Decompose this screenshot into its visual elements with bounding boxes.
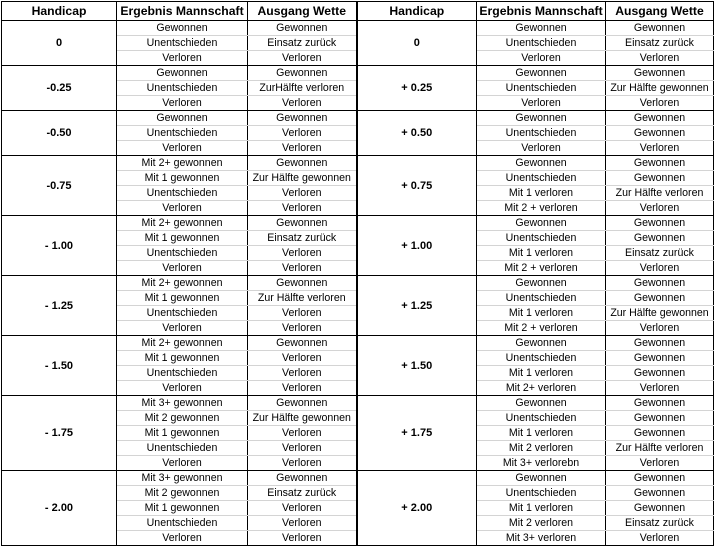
handicap-left: - 1.25 [2, 276, 117, 336]
bet-outcome-left: Verloren [248, 381, 357, 396]
team-result-left: Verloren [117, 456, 248, 471]
bet-outcome-right: Verloren [606, 381, 714, 396]
team-result-left: Unentschieden [117, 246, 248, 261]
bet-outcome-right: Gewonnen [606, 351, 714, 366]
bet-outcome-right: Gewonnen [606, 231, 714, 246]
bet-outcome-right: Gewonnen [606, 336, 714, 351]
team-result-left: Mit 1 gewonnen [117, 426, 248, 441]
bet-outcome-right: Verloren [606, 321, 714, 336]
bet-outcome-right: Gewonnen [606, 21, 714, 36]
team-result-left: Unentschieden [117, 186, 248, 201]
handicap-left: -0.75 [2, 156, 117, 216]
bet-outcome-right: Verloren [606, 201, 714, 216]
bet-outcome-left: Gewonnen [248, 216, 357, 231]
bet-outcome-left: Verloren [248, 126, 357, 141]
table-body [2, 21, 714, 546]
team-result-right: Mit 3+ verloren [477, 531, 606, 546]
header-ergebnis-left: Ergebnis Mannschaft [117, 2, 248, 21]
team-result-left: Unentschieden [117, 306, 248, 321]
bet-outcome-left: Verloren [248, 501, 357, 516]
bet-outcome-right: Gewonnen [606, 426, 714, 441]
bet-outcome-right: Verloren [606, 531, 714, 546]
team-result-right: Mit 3+ verlorebn [477, 456, 606, 471]
team-result-left: Verloren [117, 531, 248, 546]
handicap-right: + 1.25 [357, 276, 477, 336]
team-result-right: Mit 1 verloren [477, 366, 606, 381]
handicap-table [1, 1, 714, 546]
team-result-left: Mit 1 gewonnen [117, 501, 248, 516]
team-result-left: Verloren [117, 261, 248, 276]
bet-outcome-left: Verloren [248, 261, 357, 276]
team-result-left: Verloren [117, 321, 248, 336]
handicap-right: 0 [357, 21, 477, 66]
team-result-right: Mit 2+ verloren [477, 381, 606, 396]
team-result-left: Mit 1 gewonnen [117, 351, 248, 366]
bet-outcome-left: Verloren [248, 201, 357, 216]
handicap-left: - 1.00 [2, 216, 117, 276]
team-result-right: Mit 1 verloren [477, 501, 606, 516]
team-result-right: Mit 2 verloren [477, 516, 606, 531]
table-row [2, 156, 714, 171]
table-row [2, 276, 714, 291]
team-result-left: Unentschieden [117, 126, 248, 141]
bet-outcome-right: Gewonnen [606, 501, 714, 516]
team-result-right: Mit 2 verloren [477, 441, 606, 456]
bet-outcome-right: Verloren [606, 456, 714, 471]
handicap-left: -0.50 [2, 111, 117, 156]
bet-outcome-right: Einsatz zurück [606, 36, 714, 51]
team-result-left: Unentschieden [117, 366, 248, 381]
bet-outcome-left: Gewonnen [248, 396, 357, 411]
team-result-right: Gewonnen [477, 396, 606, 411]
header-handicap-right: Handicap [357, 2, 477, 21]
team-result-left: Verloren [117, 381, 248, 396]
bet-outcome-right: Einsatz zurück [606, 516, 714, 531]
table-row [2, 216, 714, 231]
bet-outcome-right: Gewonnen [606, 156, 714, 171]
handicap-left: - 2.00 [2, 471, 117, 546]
team-result-left: Unentschieden [117, 441, 248, 456]
bet-outcome-left: Verloren [248, 141, 357, 156]
team-result-right: Unentschieden [477, 231, 606, 246]
team-result-left: Gewonnen [117, 21, 248, 36]
header-ausgang-left: Ausgang Wette [248, 2, 357, 21]
table-row [2, 21, 714, 36]
team-result-right: Mit 2 + verloren [477, 321, 606, 336]
handicap-left: - 1.75 [2, 396, 117, 471]
bet-outcome-left: Einsatz zurück [248, 36, 357, 51]
bet-outcome-left: Gewonnen [248, 336, 357, 351]
bet-outcome-right: Verloren [606, 96, 714, 111]
team-result-left: Gewonnen [117, 66, 248, 81]
team-result-right: Unentschieden [477, 351, 606, 366]
team-result-right: Gewonnen [477, 471, 606, 486]
bet-outcome-left: Verloren [248, 531, 357, 546]
team-result-right: Mit 1 verloren [477, 426, 606, 441]
bet-outcome-right: Gewonnen [606, 486, 714, 501]
team-result-right: Gewonnen [477, 156, 606, 171]
bet-outcome-right: Gewonnen [606, 216, 714, 231]
team-result-left: Unentschieden [117, 516, 248, 531]
bet-outcome-right: Zur Hälfte gewonnen [606, 306, 714, 321]
team-result-right: Mit 1 verloren [477, 186, 606, 201]
bet-outcome-right: Verloren [606, 51, 714, 66]
bet-outcome-left: Verloren [248, 366, 357, 381]
handicap-right: + 0.25 [357, 66, 477, 111]
team-result-right: Gewonnen [477, 276, 606, 291]
bet-outcome-left: Gewonnen [248, 471, 357, 486]
bet-outcome-right: Verloren [606, 261, 714, 276]
team-result-left: Mit 2+ gewonnen [117, 336, 248, 351]
team-result-right: Gewonnen [477, 111, 606, 126]
team-result-right: Unentschieden [477, 126, 606, 141]
bet-outcome-right: Gewonnen [606, 126, 714, 141]
bet-outcome-left: Zur Hälfte gewonnen [248, 411, 357, 426]
bet-outcome-left: Verloren [248, 441, 357, 456]
bet-outcome-left: Gewonnen [248, 66, 357, 81]
team-result-right: Unentschieden [477, 81, 606, 96]
bet-outcome-left: Verloren [248, 456, 357, 471]
bet-outcome-right: Gewonnen [606, 276, 714, 291]
team-result-right: Unentschieden [477, 171, 606, 186]
bet-outcome-left: Einsatz zurück [248, 231, 357, 246]
bet-outcome-right: Gewonnen [606, 291, 714, 306]
table-row [2, 471, 714, 486]
team-result-left: Mit 2+ gewonnen [117, 216, 248, 231]
bet-outcome-right: Einsatz zurück [606, 246, 714, 261]
team-result-right: Unentschieden [477, 411, 606, 426]
bet-outcome-right: Zur Hälfte verloren [606, 441, 714, 456]
handicap-right: + 1.00 [357, 216, 477, 276]
table-row [2, 111, 714, 126]
team-result-left: Mit 1 gewonnen [117, 231, 248, 246]
bet-outcome-right: Gewonnen [606, 471, 714, 486]
table-row [2, 336, 714, 351]
team-result-left: Gewonnen [117, 111, 248, 126]
header-ergebnis-right: Ergebnis Mannschaft [477, 2, 606, 21]
bet-outcome-left: Verloren [248, 321, 357, 336]
team-result-left: Verloren [117, 96, 248, 111]
team-result-right: Mit 1 verloren [477, 306, 606, 321]
team-result-right: Gewonnen [477, 21, 606, 36]
bet-outcome-left: Verloren [248, 246, 357, 261]
team-result-left: Verloren [117, 51, 248, 66]
handicap-right: + 0.50 [357, 111, 477, 156]
bet-outcome-left: Verloren [248, 426, 357, 441]
team-result-right: Verloren [477, 96, 606, 111]
bet-outcome-right: Gewonnen [606, 366, 714, 381]
team-result-right: Gewonnen [477, 336, 606, 351]
team-result-left: Unentschieden [117, 81, 248, 96]
handicap-right: + 2.00 [357, 471, 477, 546]
table-row [2, 66, 714, 81]
bet-outcome-left: Verloren [248, 186, 357, 201]
team-result-left: Mit 2 gewonnen [117, 486, 248, 501]
team-result-left: Mit 3+ gewonnen [117, 471, 248, 486]
team-result-left: Verloren [117, 141, 248, 156]
team-result-left: Verloren [117, 201, 248, 216]
bet-outcome-left: Verloren [248, 51, 357, 66]
header-ausgang-right: Ausgang Wette [606, 2, 714, 21]
team-result-right: Unentschieden [477, 291, 606, 306]
team-result-right: Verloren [477, 51, 606, 66]
table-row [2, 396, 714, 411]
handicap-left: -0.25 [2, 66, 117, 111]
team-result-right: Unentschieden [477, 36, 606, 51]
handicap-right: + 0.75 [357, 156, 477, 216]
bet-outcome-left: ZurHälfte verloren [248, 81, 357, 96]
handicap-right: + 1.50 [357, 336, 477, 396]
team-result-right: Mit 2 + verloren [477, 201, 606, 216]
bet-outcome-left: Zur Hälfte gewonnen [248, 171, 357, 186]
header-handicap-left: Handicap [2, 2, 117, 21]
bet-outcome-right: Zur Hälfte gewonnen [606, 81, 714, 96]
bet-outcome-right: Gewonnen [606, 396, 714, 411]
team-result-left: Unentschieden [117, 36, 248, 51]
bet-outcome-right: Verloren [606, 141, 714, 156]
team-result-left: Mit 1 gewonnen [117, 171, 248, 186]
bet-outcome-left: Gewonnen [248, 156, 357, 171]
bet-outcome-left: Gewonnen [248, 276, 357, 291]
bet-outcome-left: Gewonnen [248, 111, 357, 126]
bet-outcome-left: Einsatz zurück [248, 486, 357, 501]
team-result-left: Mit 3+ gewonnen [117, 396, 248, 411]
team-result-right: Mit 2 + verloren [477, 261, 606, 276]
bet-outcome-left: Zur Hälfte verloren [248, 291, 357, 306]
team-result-right: Gewonnen [477, 216, 606, 231]
header-row [2, 2, 714, 21]
team-result-left: Mit 2+ gewonnen [117, 276, 248, 291]
bet-outcome-right: Gewonnen [606, 171, 714, 186]
handicap-right: + 1.75 [357, 396, 477, 471]
bet-outcome-right: Gewonnen [606, 66, 714, 81]
bet-outcome-left: Verloren [248, 96, 357, 111]
handicap-left: - 1.50 [2, 336, 117, 396]
team-result-right: Mit 1 verloren [477, 246, 606, 261]
bet-outcome-left: Verloren [248, 351, 357, 366]
bet-outcome-right: Zur Hälfte verloren [606, 186, 714, 201]
bet-outcome-left: Gewonnen [248, 21, 357, 36]
bet-outcome-right: Gewonnen [606, 111, 714, 126]
team-result-left: Mit 2 gewonnen [117, 411, 248, 426]
bet-outcome-left: Verloren [248, 516, 357, 531]
team-result-right: Unentschieden [477, 486, 606, 501]
bet-outcome-right: Gewonnen [606, 411, 714, 426]
team-result-right: Gewonnen [477, 66, 606, 81]
bet-outcome-left: Verloren [248, 306, 357, 321]
team-result-left: Mit 2+ gewonnen [117, 156, 248, 171]
team-result-right: Verloren [477, 141, 606, 156]
handicap-left: 0 [2, 21, 117, 66]
team-result-left: Mit 1 gewonnen [117, 291, 248, 306]
